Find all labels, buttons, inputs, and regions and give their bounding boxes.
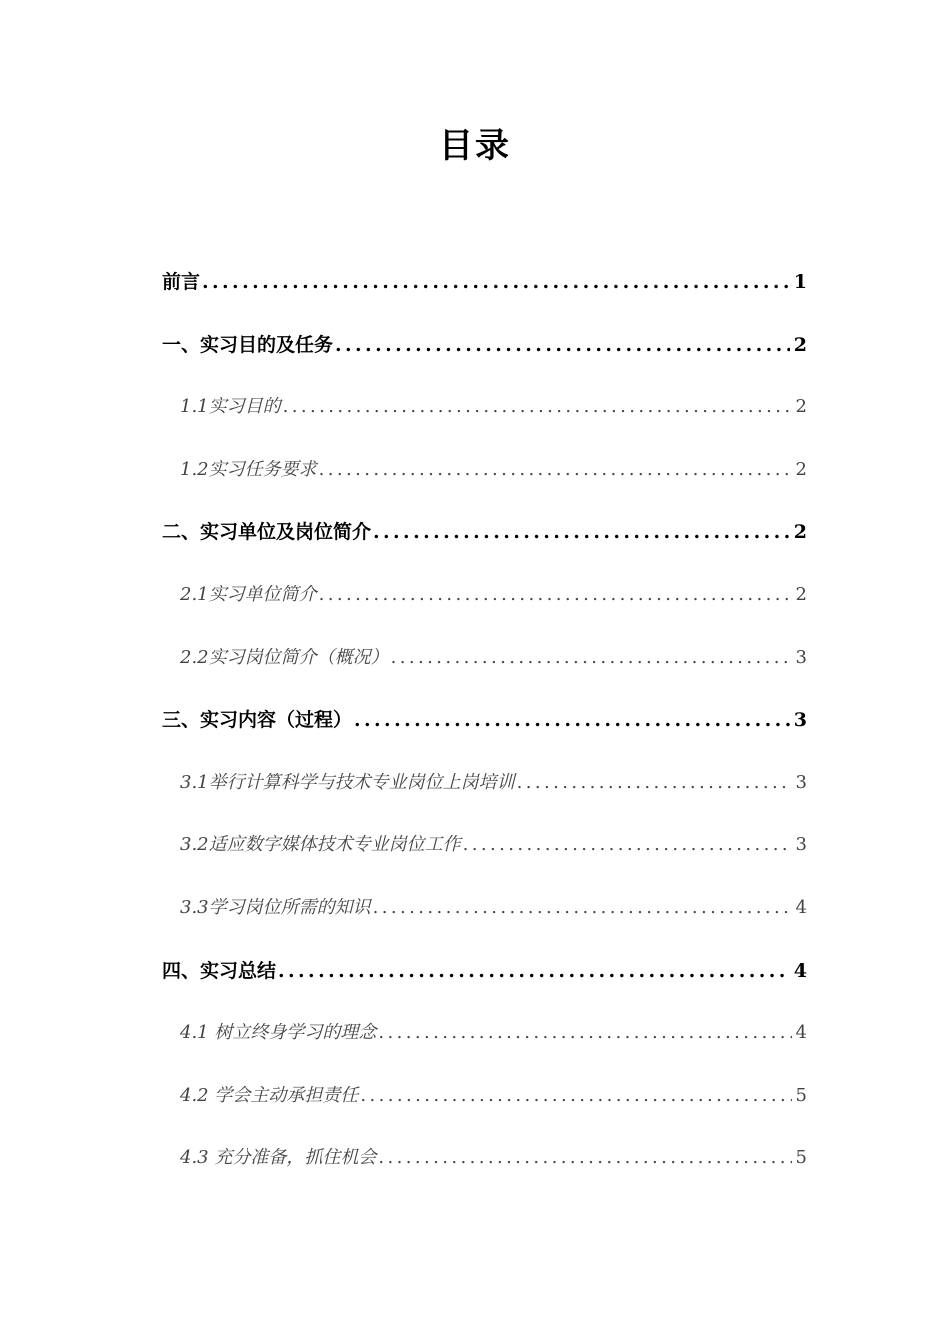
- toc-page-number: 2: [795, 583, 807, 605]
- toc-entry-text: 3.1举行计算科学与技术专业岗位上岗培训: [180, 771, 515, 793]
- toc-dot-leader: [378, 1013, 791, 1053]
- toc-entry-section[interactable]: [162, 1138, 807, 1201]
- toc-dot-leader: [373, 512, 790, 552]
- toc-entry-section[interactable]: [162, 1076, 807, 1139]
- toc-dot-leader: [517, 763, 792, 803]
- toc-dot-leader: [391, 638, 792, 678]
- toc-entry-chapter[interactable]: [162, 512, 807, 575]
- toc-entry-section[interactable]: [162, 825, 807, 888]
- toc-entry-text: 三、实习内容（过程）: [162, 709, 353, 732]
- toc-page-number: 5: [795, 1084, 807, 1106]
- toc-dot-leader: [319, 450, 792, 490]
- toc-dot-leader: [378, 1138, 791, 1178]
- toc-entry-text: 1.1实习目的: [180, 396, 281, 418]
- toc-page-number: 2: [795, 396, 807, 418]
- toc-entry-text: 一、实习目的及任务: [162, 333, 334, 356]
- toc-entry-section[interactable]: [162, 638, 807, 701]
- toc-entry-section[interactable]: [162, 387, 807, 450]
- toc-entry-text: 4.1 树立终身学习的理念: [180, 1022, 377, 1044]
- toc-dot-leader: [360, 1076, 791, 1116]
- toc-page-number: 5: [795, 1147, 807, 1169]
- toc-dot-leader: [202, 262, 790, 302]
- toc-page-number: 2: [793, 521, 807, 544]
- toc-entry-chapter[interactable]: [162, 951, 807, 1014]
- toc-entry-text: 2.2实习岗位简介（概况）: [180, 646, 389, 668]
- toc-entry-text: 1.2实习任务要求: [180, 458, 317, 480]
- toc-dot-leader: [463, 825, 792, 865]
- toc-dot-leader: [319, 575, 792, 615]
- toc-entry-section[interactable]: [162, 1013, 807, 1076]
- toc-page-number: 3: [795, 834, 807, 856]
- toc-dot-leader: [278, 951, 790, 991]
- toc-entry-section[interactable]: [162, 450, 807, 513]
- toc-page-number: 3: [795, 771, 807, 793]
- toc-entry-section[interactable]: [162, 888, 807, 951]
- toc-entry-text: 2.1实习单位简介: [180, 583, 317, 605]
- toc-entry-section[interactable]: [162, 763, 807, 826]
- toc-entry-chapter[interactable]: [162, 262, 807, 325]
- toc-page-number: 2: [795, 458, 807, 480]
- toc-dot-leader: [335, 325, 790, 365]
- toc-entry-text: 3.3学习岗位所需的知识: [180, 896, 371, 918]
- toc-entry-chapter[interactable]: [162, 325, 807, 388]
- toc-dot-leader: [354, 700, 790, 740]
- toc-page-number: 4: [795, 896, 807, 918]
- toc-entry-text: 4.3 充分准备，抓住机会: [180, 1147, 377, 1169]
- toc-list: [162, 262, 807, 1201]
- toc-entry-chapter[interactable]: [162, 700, 807, 763]
- toc-page-number: 3: [795, 646, 807, 668]
- toc-page-number: 4: [793, 959, 807, 982]
- toc-page-number: 4: [795, 1022, 807, 1044]
- toc-dot-leader: [283, 387, 792, 427]
- toc-entry-text: 4.2 学会主动承担责任: [180, 1084, 359, 1106]
- toc-dot-leader: [373, 888, 792, 928]
- page-title: 目录: [439, 126, 511, 166]
- toc-page-number: 1: [793, 271, 807, 293]
- toc-entry-text: 二、实习单位及岗位简介: [162, 521, 372, 544]
- toc-entry-section[interactable]: [162, 575, 807, 638]
- toc-entry-text: 前言: [162, 271, 201, 293]
- toc-entry-text: 四、实习总结: [162, 959, 277, 982]
- toc-page-number: 2: [793, 333, 807, 356]
- toc-entry-text: 3.2适应数字媒体技术专业岗位工作: [180, 834, 461, 856]
- toc-page-number: 3: [793, 709, 807, 732]
